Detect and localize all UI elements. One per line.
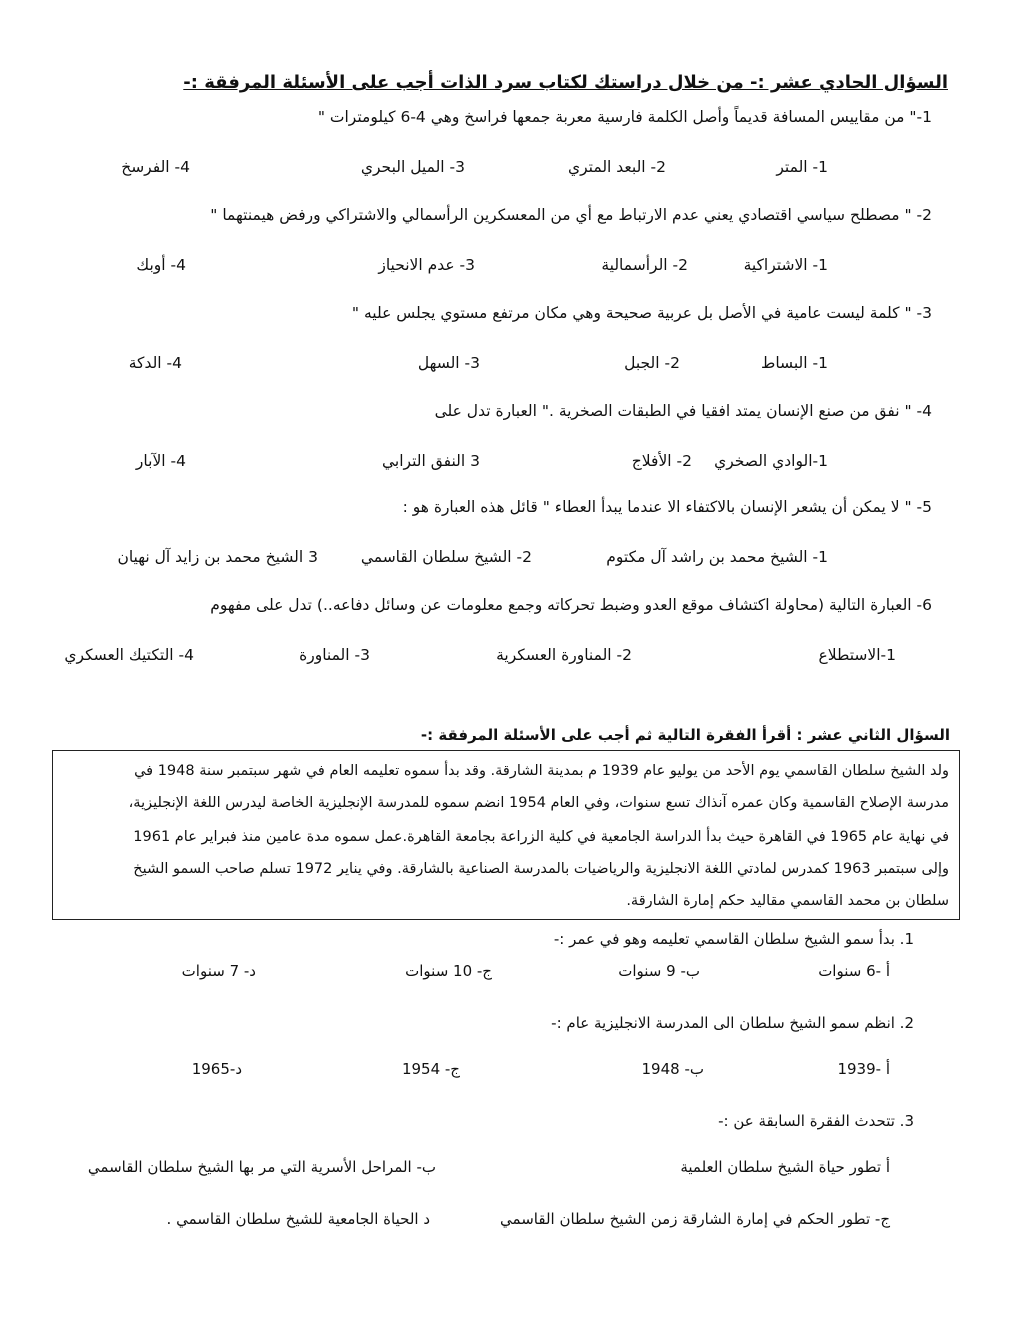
q11-item-3-option-1[interactable]: 1- البساط bbox=[761, 354, 828, 372]
passage-line-1: ولد الشيخ سلطان القاسمي يوم الأحد من يوليو عام 1939 م بمدينة الشارقة. وقد بدأ سموه تعليمه العام في شهر سبتمبر سنة 1948 في bbox=[134, 763, 949, 779]
q12-item-2-option-2[interactable]: ب- 1948 bbox=[641, 1060, 704, 1078]
q11-item-1-stem: 1-" من مقاييس المسافة قديماً وأصل الكلمة فارسية معربة جمعها فراسخ وهي 4-6 كيلومترات " bbox=[317, 108, 932, 126]
q12-item-1-option-1[interactable]: أ -6 سنوات bbox=[818, 962, 890, 980]
q11-item-2-option-4[interactable]: 4- أوبك bbox=[136, 256, 186, 274]
q11-item-5-stem: 5- " لا يمكن أن يشعر الإنسان بالاكتفاء الا عندما يبدأ العطاء " قائل هذه العبارة هو : bbox=[402, 498, 932, 516]
q12-item-3-stem: 3. تتحدث الفقرة السابقة عن :- bbox=[718, 1112, 914, 1130]
q12-item-1-option-2[interactable]: ب- 9 سنوات bbox=[618, 962, 700, 980]
q11-item-5-option-3[interactable]: 3 الشيخ محمد بن زايد آل نهيان bbox=[117, 548, 318, 566]
q11-item-4-option-1[interactable]: 1-الوادي الصخري bbox=[714, 452, 828, 470]
q11-item-6-option-1[interactable]: 1-الاستطلاع bbox=[818, 646, 896, 664]
q11-item-1-option-2[interactable]: 2- البعد المتري bbox=[568, 158, 666, 176]
q11-item-2-option-1[interactable]: 1- الاشتراكية bbox=[743, 256, 828, 274]
q11-item-4-option-3[interactable]: 3 النفق الترابي bbox=[381, 452, 480, 470]
q12-item-3-option-1[interactable]: أ تطور حياة الشيخ سلطان العلمية bbox=[680, 1158, 890, 1176]
q11-item-6-option-4[interactable]: 4- التكتيك العسكري bbox=[64, 646, 194, 664]
q11-item-4-option-4[interactable]: 4- الآبار bbox=[135, 452, 186, 470]
q11-item-2-option-3[interactable]: 3- عدم الانحياز bbox=[378, 256, 475, 274]
q12-item-2-stem: 2. انظم سمو الشيخ سلطان الى المدرسة الانجليزية عام :- bbox=[551, 1014, 914, 1032]
q12-item-1-option-4[interactable]: د- 7 سنوات bbox=[181, 962, 256, 980]
q11-item-1-option-3[interactable]: 3- الميل البحري bbox=[360, 158, 465, 176]
q12-item-1-option-3[interactable]: ج- 10 سنوات bbox=[405, 962, 492, 980]
q12-item-2-option-1[interactable]: أ -1939 bbox=[837, 1060, 890, 1078]
q11-item-1-option-1[interactable]: 1- المتر bbox=[776, 158, 828, 176]
q11-item-6-option-2[interactable]: 2- المناورة العسكرية bbox=[496, 646, 632, 664]
q11-item-5-option-1[interactable]: 1- الشيخ محمد بن راشد آل مكتوم bbox=[606, 548, 828, 566]
q11-item-4-stem: 4- " نفق من صنع الإنسان يمتد افقيا في الطبقات الصخرية ." العبارة تدل على bbox=[434, 402, 932, 420]
passage-line-3: في نهاية عام 1965 في القاهرة حيث بدأ الدراسة الجامعية في كلية الزراعة بجامعة القاهرة.عمل سموه مدة عامين منذ فبراير عام 1961 bbox=[133, 829, 949, 845]
q12-item-3-option-2[interactable]: ب- المراحل الأسرية التي مر بها الشيخ سلطان القاسمي bbox=[87, 1158, 436, 1176]
passage-box bbox=[52, 750, 960, 920]
q11-item-2-stem: 2- " مصطلح سياسي اقتصادي يعني عدم الارتباط مع أي من المعسكرين الرأسمالي والاشتراكي ورفض هيمنتهما " bbox=[210, 206, 932, 224]
q11-item-4-option-2[interactable]: 2- الأفلاج bbox=[631, 452, 692, 470]
q12-title: السؤال الثاني عشر : أقرأ الفقرة التالية ثم أجب على الأسئلة المرفقة :- bbox=[420, 726, 950, 744]
q12-item-2-option-4[interactable]: د-1965 bbox=[191, 1060, 242, 1078]
q11-item-2-option-2[interactable]: 2- الرأسمالية bbox=[601, 256, 688, 274]
q12-item-3-option-3[interactable]: ج- تطور الحكم في إمارة الشارقة زمن الشيخ سلطان القاسمي bbox=[500, 1210, 890, 1228]
q11-item-3-option-3[interactable]: 3- السهل bbox=[417, 354, 480, 372]
q11-item-3-option-4[interactable]: 4- الدكة bbox=[128, 354, 182, 372]
q12-item-2-option-3[interactable]: ج- 1954 bbox=[401, 1060, 460, 1078]
q12-item-3-option-4[interactable]: د الحياة الجامعية للشيخ سلطان القاسمي . bbox=[166, 1210, 430, 1228]
q11-item-6-stem: 6- العبارة التالية (محاولة اكتشاف موقع العدو وضبط تحركاته وجمع معلومات عن وسائل دفاعه..) تدل على مفهوم bbox=[210, 596, 932, 614]
passage-line-5: سلطان بن محمد القاسمي مقاليد حكم إمارة الشارقة. bbox=[626, 893, 949, 909]
passage-line-4: وإلى سبتمبر 1963 كمدرس لمادتي اللغة الانجليزية والرياضيات بالمدرسة الصناعية بالشارقة. وفي يناير 1972 تسلم صاحب السمو الشيخ bbox=[133, 861, 949, 877]
passage-line-2: مدرسة الإصلاح القاسمية وكان عمره آنذاك تسع سنوات، وفي العام 1954 انضم سموه للمدرسة الإنجليزية الخاصة ليدرس اللغة الإنجليزية، bbox=[128, 795, 949, 811]
q11-item-5-option-2[interactable]: 2- الشيخ سلطان القاسمي bbox=[360, 548, 532, 566]
q11-item-6-option-3[interactable]: 3- المناورة bbox=[299, 646, 370, 664]
q11-item-3-option-2[interactable]: 2- الجبل bbox=[624, 354, 680, 372]
q11-item-1-option-4[interactable]: 4- الفرسخ bbox=[121, 158, 190, 176]
q11-item-3-stem: 3- " كلمة ليست عامية في الأصل بل عربية صحيحة وهي مكان مرتفع مستوي يجلس عليه " bbox=[351, 304, 932, 322]
q12-item-1-stem: 1. بدأ سمو الشيخ سلطان القاسمي تعليمه وهو في عمر :- bbox=[553, 930, 914, 948]
q11-title: السؤال الحادي عشر :- من خلال دراستك لكتاب سرد الذات أجب على الأسئلة المرفقة :- bbox=[183, 72, 948, 93]
